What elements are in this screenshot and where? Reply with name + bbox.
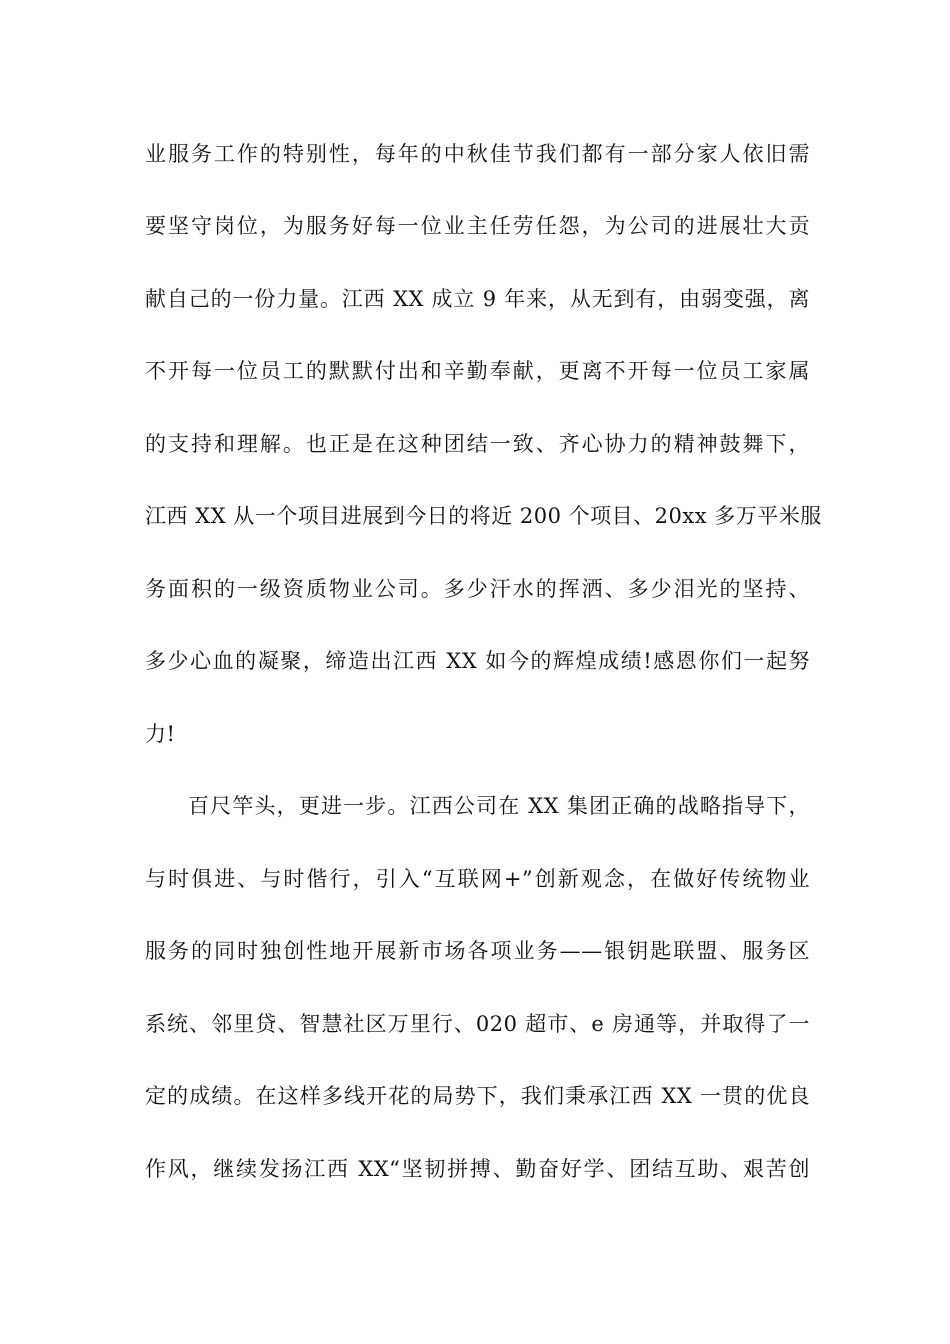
text-line: 服务的同时独创性地开展新市场各项业务——银钥匙联盟、服务区 <box>145 939 810 963</box>
text-line: 的支持和理解。也正是在这种团结一致、齐心协力的精神鼓舞下， <box>145 432 810 456</box>
text-line: 多少心血的凝聚，缔造出江西 XX 如今的辉煌成绩!感恩你们一起努 <box>145 649 810 673</box>
text-line: 要坚守岗位，为服务好每一位业主任劳任怨，为公司的进展壮大贡 <box>145 214 810 238</box>
text-line: 作风，继续发扬江西 XX“坚韧拼搏、勤奋好学、团结互助、艰苦创 <box>145 1157 810 1181</box>
text-line: 献自己的一份力量。江西 XX 成立 9 年来，从无到有，由弱变强，离 <box>145 287 810 311</box>
text-line: 业服务工作的特别性，每年的中秋佳节我们都有一部分家人依旧需 <box>145 142 810 166</box>
text-line: 不开每一位员工的默默付出和辛勤奉献，更离不开每一位员工家属 <box>145 359 810 383</box>
text-line: 力! <box>145 722 176 746</box>
text-line: 务面积的一级资质物业公司。多少汗水的挥洒、多少泪光的坚持、 <box>145 577 810 601</box>
paragraph-first-line: 百尺竿头，更进一步。江西公司在 XX 集团正确的战略指导下， <box>188 794 810 818</box>
text-line: 江西 XX 从一个项目进展到今日的将近 200 个项目、20xx 多万平米服 <box>145 504 822 528</box>
text-line: 定的成绩。在这样多线开花的局势下，我们秉承江西 XX 一贯的优良 <box>145 1084 810 1108</box>
text-line: 系统、邻里贷、智慧社区万里行、020 超市、e 房通等，并取得了一 <box>145 1012 810 1036</box>
text-line: 与时俱进、与时偕行，引入“互联网+”创新观念，在做好传统物业 <box>145 867 810 891</box>
